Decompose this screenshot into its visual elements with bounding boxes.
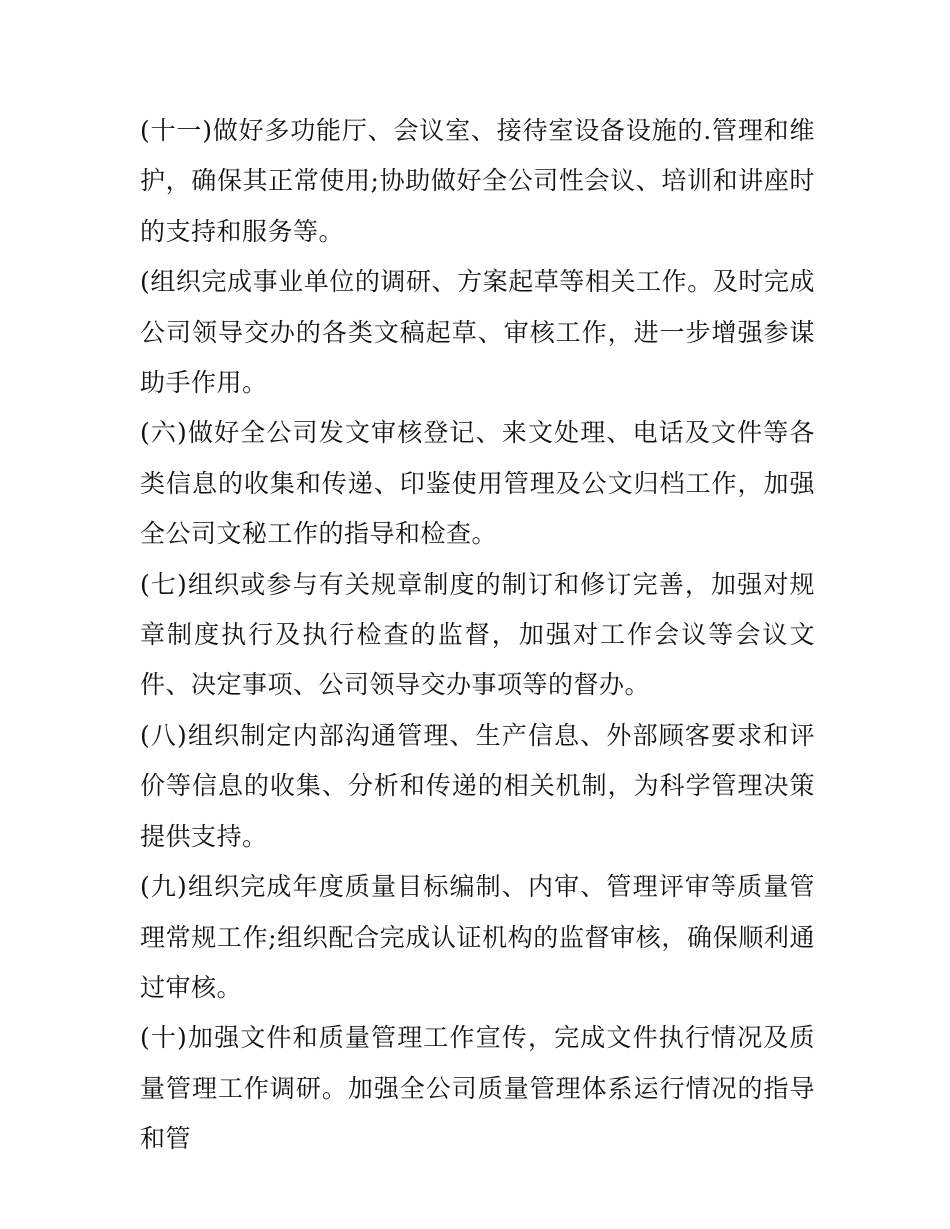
paragraph-6: (六)做好全公司发文审核登记、来文处理、电话及文件等各类信息的收集和传递、印鉴使用管理及公文归档工作，加强全公司文秘工作的指导和检查。 [140,418,815,549]
paragraph-7: (七)组织或参与有关规章制度的制订和修订完善，加强对规章制度执行及执行检查的监督，加强对工作会议等会议文件、决定事项、公司领导交办事项等的督办。 [140,569,815,700]
paragraph-10: (十)加强文件和质量管理工作宣传，完成文件执行情况及质量管理工作调研。加强全公司质量管理体系运行情况的指导和管 [140,1023,815,1154]
paragraph-9: (九)组织完成年度质量目标编制、内审、管理评审等质量管理常规工作;组织配合完成认证机构的监督审核，确保顺利通过审核。 [140,872,815,1002]
document-body [140,106,815,1165]
paragraph-research: (组织完成事业单位的调研、方案起草等相关工作。及时完成公司领导交办的各类文稿起草、审核工作，进一步增强参谋助手作用。 [140,267,815,398]
paragraph-11: (十一)做好多功能厅、会议室、接待室设备设施的.管理和维护，确保其正常使用;协助做好全公司性会议、培训和讲座时的支持和服务等。 [140,116,815,246]
paragraph-8: (八)组织制定内部沟通管理、生产信息、外部顾客要求和评价等信息的收集、分析和传递的相关机制，为科学管理决策提供支持。 [140,720,815,851]
